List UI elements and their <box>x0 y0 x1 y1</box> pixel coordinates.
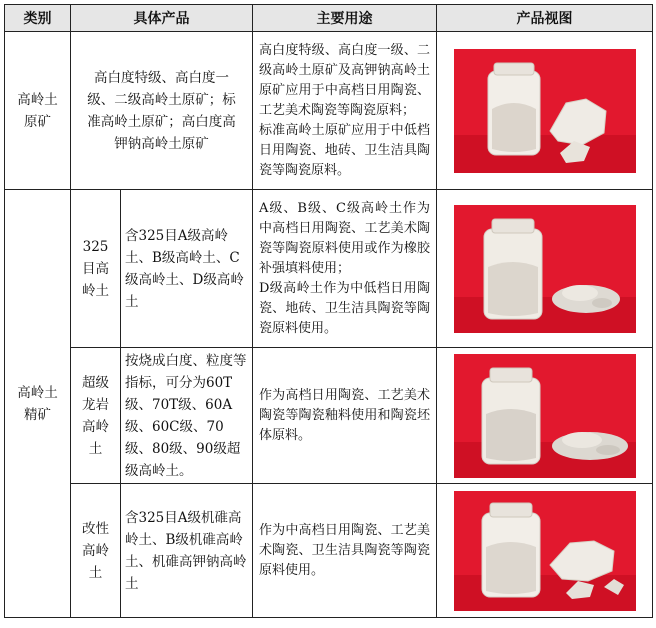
usage-325-2: D级高岭土作为中低档日用陶瓷、地砖、卫生洁具陶瓷等陶瓷原料使用。 <box>259 280 430 336</box>
kaolin-lumps-photo <box>454 49 636 173</box>
view-325 <box>437 190 653 348</box>
view-super <box>437 348 653 484</box>
category-concentrate <box>5 190 71 618</box>
usage-modified <box>253 484 437 618</box>
usage-raw-ore-2: 标准高岭土原矿应用于中低档日用陶瓷、地砖、卫生洁具陶瓷等陶瓷原料。 <box>259 122 430 178</box>
row-super <box>5 348 653 484</box>
usage-raw-ore-1: 高白度特级、高白度一级、二级高岭土原矿及高钾钠高岭土原矿应用于中高档日用陶瓷、工艺美术陶瓷等陶瓷原料； <box>259 42 430 118</box>
subcategory-325-label: 325目高岭土 <box>82 238 109 299</box>
kaolin-granules-photo <box>454 205 636 333</box>
kaolin-fine-granules-photo <box>454 354 636 478</box>
row-modified <box>5 484 653 618</box>
product-325 <box>121 190 253 348</box>
product-325-text: 含325目A级高岭土、B级高岭土、C级高岭土、D级高岭土 <box>125 227 244 310</box>
category-concentrate-label: 高岭土精矿 <box>17 384 58 423</box>
usage-super-1: 作为高档日用陶瓷、工艺美术陶瓷等陶瓷釉料使用和陶瓷坯体原料。 <box>259 387 430 443</box>
view-modified <box>437 484 653 618</box>
header-row <box>5 5 653 32</box>
view-raw-ore <box>437 32 653 190</box>
subcategory-super-label: 超级龙岩高岭土 <box>82 374 109 457</box>
subcategory-325 <box>71 190 121 348</box>
product-modified-text: 含325目A级机碓高岭土、B级机碓高岭土、机碓高钾钠高岭土 <box>125 509 247 592</box>
subcategory-super <box>71 348 121 484</box>
header-view: 产品视图 <box>437 5 653 32</box>
product-raw-ore <box>71 32 253 190</box>
subcategory-modified-label: 改性高岭土 <box>82 520 109 581</box>
category-raw-ore <box>5 32 71 190</box>
subcategory-modified <box>71 484 121 618</box>
usage-325-1: A级、B级、C级高岭土作为中高档日用陶瓷、工艺美术陶瓷等陶瓷原料使用或作为橡胶补强填料使用； <box>259 200 430 276</box>
header-category: 类别 <box>5 5 71 32</box>
product-super-text: 按烧成白度、粒度等指标，可分为60T级、70T级、60A级、60C级、70级、80级、90级超级高岭土。 <box>125 352 247 479</box>
row-325 <box>5 190 653 348</box>
usage-325 <box>253 190 437 348</box>
product-raw-ore-text: 高白度特级、高白度一级、二级高岭土原矿；标准高岭土原矿；高白度高钾钠高岭土原矿 <box>87 69 236 152</box>
header-product: 具体产品 <box>71 5 253 32</box>
usage-modified-1: 作为中高档日用陶瓷、工艺美术陶瓷、卫生洁具陶瓷等陶瓷原料使用。 <box>259 522 430 578</box>
header-usage: 主要用途 <box>253 5 437 32</box>
kaolin-modified-lumps-photo <box>454 491 636 611</box>
product-super <box>121 348 253 484</box>
usage-super <box>253 348 437 484</box>
category-raw-ore-label: 高岭土原矿 <box>17 91 58 130</box>
product-table <box>4 4 653 618</box>
usage-raw-ore <box>253 32 437 190</box>
row-raw-ore <box>5 32 653 190</box>
product-modified <box>121 484 253 618</box>
